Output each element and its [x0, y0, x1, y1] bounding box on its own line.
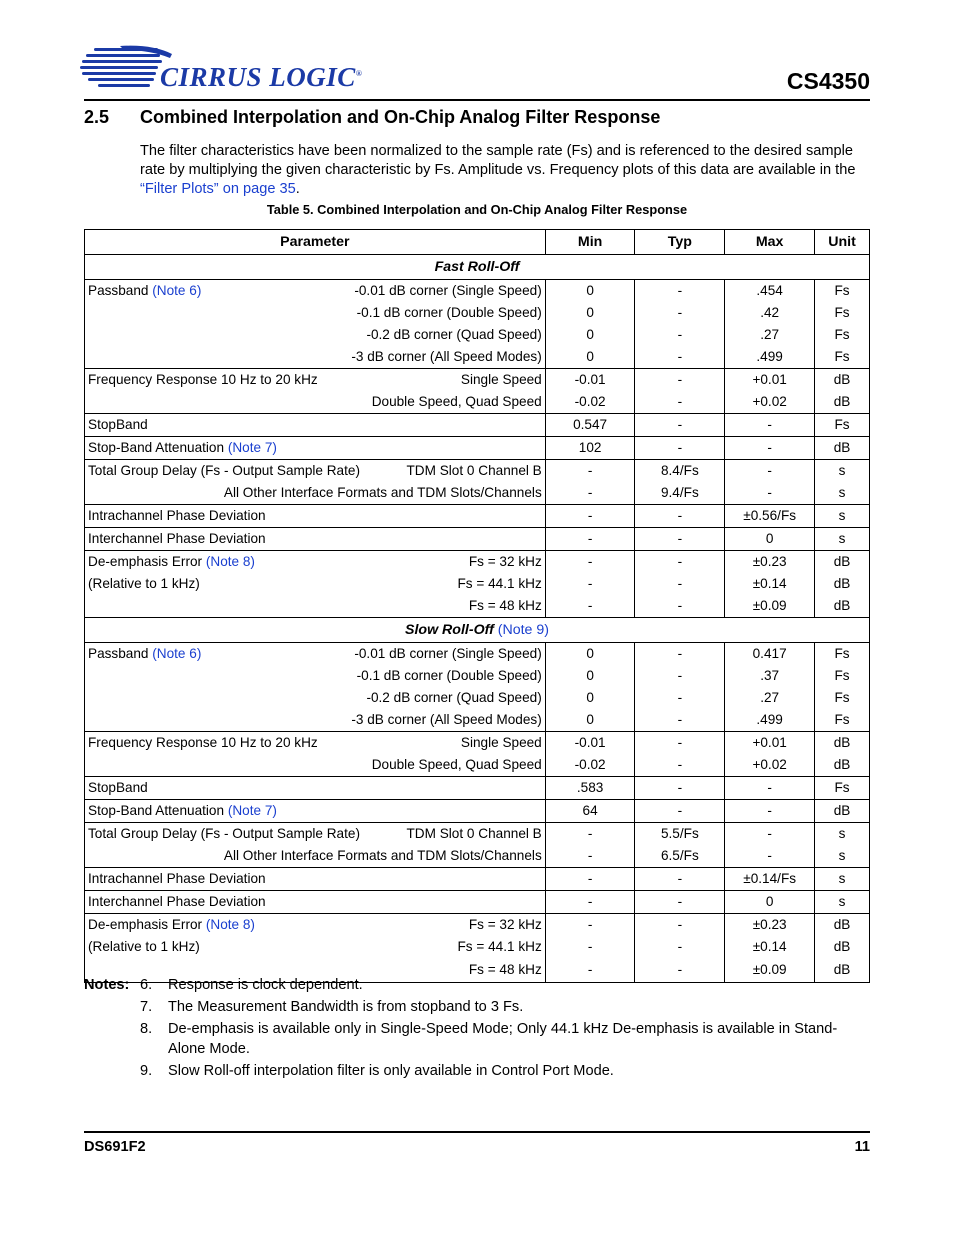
parameter-condition: TDM Slot 0 Channel B	[406, 826, 542, 841]
max-cell: -	[725, 437, 815, 460]
table-row	[85, 732, 870, 755]
min-cell: -0.01	[545, 369, 635, 392]
max-cell: ±0.09	[725, 958, 815, 983]
intro-paragraph	[140, 142, 870, 199]
typ-cell: -	[635, 891, 725, 914]
typ-cell: -	[635, 665, 725, 687]
parameter-label	[88, 369, 318, 391]
typ-cell: 9.4/Fs	[635, 482, 725, 505]
min-cell: -	[545, 936, 635, 958]
section-number: 2.5	[84, 107, 110, 127]
parameter-cell	[85, 391, 546, 414]
typ-cell: -	[635, 777, 725, 800]
typ-cell: -	[635, 573, 725, 595]
parameter-label	[88, 460, 360, 482]
max-cell: +0.02	[725, 754, 815, 777]
max-cell: 0.417	[725, 643, 815, 666]
section-header-row	[85, 618, 870, 643]
parameter-name: Frequency Response 10 Hz to 20 kHz	[88, 735, 318, 750]
note-link[interactable]: (Note 8)	[205, 554, 255, 569]
max-cell: 0	[725, 528, 815, 551]
min-cell: 64	[545, 800, 635, 823]
table-row	[85, 777, 870, 800]
parameter-cell	[85, 665, 546, 687]
parameter-label	[88, 732, 318, 754]
table-row	[85, 437, 870, 460]
parameter-label	[88, 437, 277, 459]
typ-cell: -	[635, 280, 725, 303]
max-cell: -	[725, 414, 815, 437]
parameter-name: De-emphasis Error	[88, 917, 206, 932]
max-cell: .37	[725, 665, 815, 687]
table-body	[85, 255, 870, 983]
typ-cell: 5.5/Fs	[635, 823, 725, 846]
parameter-condition: -0.2 dB corner (Quad Speed)	[366, 690, 542, 705]
header-typ: Typ	[635, 230, 725, 255]
table-row	[85, 823, 870, 846]
note-text: Response is clock dependent.	[168, 977, 363, 993]
section-header	[85, 618, 870, 643]
parameter-label	[88, 800, 277, 822]
max-cell: ±0.14	[725, 936, 815, 958]
parameter-label	[88, 643, 201, 665]
note-link[interactable]: (Note 7)	[227, 803, 277, 818]
unit-cell: s	[815, 823, 870, 846]
unit-cell: dB	[815, 595, 870, 618]
parameter-name: (Relative to 1 kHz)	[88, 939, 200, 954]
table-row	[85, 505, 870, 528]
parameter-condition: -3 dB corner (All Speed Modes)	[351, 712, 542, 727]
parameter-cell	[85, 482, 546, 505]
parameter-cell	[85, 732, 546, 755]
unit-cell: dB	[815, 754, 870, 777]
max-cell: ±0.23	[725, 914, 815, 937]
unit-cell: Fs	[815, 346, 870, 369]
parameter-condition: -0.1 dB corner (Double Speed)	[356, 668, 542, 683]
header-max: Max	[725, 230, 815, 255]
typ-cell: -	[635, 437, 725, 460]
filter-plots-link[interactable]: “Filter Plots” on page 35	[140, 181, 296, 197]
table-row	[85, 914, 870, 937]
max-cell: -	[725, 460, 815, 483]
parameter-condition: Fs = 44.1 kHz	[457, 576, 542, 591]
section-header-row	[85, 255, 870, 280]
parameter-condition: -0.01 dB corner (Single Speed)	[354, 283, 542, 298]
max-cell: +0.01	[725, 732, 815, 755]
min-cell: -	[545, 845, 635, 868]
parameter-cell	[85, 845, 546, 868]
parameter-name: Intrachannel Phase Deviation	[88, 508, 266, 523]
parameter-cell	[85, 460, 546, 483]
max-cell: -	[725, 823, 815, 846]
min-cell: -	[545, 914, 635, 937]
typ-cell: -	[635, 914, 725, 937]
note-number: 7.	[140, 999, 153, 1015]
typ-cell: -	[635, 528, 725, 551]
table-row	[85, 936, 870, 958]
unit-cell: dB	[815, 437, 870, 460]
max-cell: ±0.14	[725, 573, 815, 595]
unit-cell: s	[815, 528, 870, 551]
table-row	[85, 754, 870, 777]
parameter-condition: All Other Interface Formats and TDM Slots/Channels	[223, 485, 542, 500]
parameter-cell	[85, 505, 546, 528]
parameter-condition: -0.01 dB corner (Single Speed)	[354, 646, 542, 661]
parameter-label	[88, 280, 201, 302]
parameter-condition: Double Speed, Quad Speed	[371, 757, 542, 772]
unit-cell: Fs	[815, 280, 870, 303]
parameter-condition: Single Speed	[460, 735, 542, 750]
page-number: 11	[854, 1139, 870, 1155]
parameter-label	[88, 914, 255, 936]
max-cell: .27	[725, 687, 815, 709]
intro-end: .	[295, 181, 300, 197]
parameter-cell	[85, 823, 546, 846]
min-cell: 0.547	[545, 414, 635, 437]
parameter-cell	[85, 414, 546, 437]
unit-cell: dB	[815, 958, 870, 983]
unit-cell: dB	[815, 732, 870, 755]
parameter-label	[88, 505, 266, 527]
table-row	[85, 324, 870, 346]
section-header-title: Fast Roll-Off	[434, 259, 520, 275]
note-text: The Measurement Bandwidth is from stopband to 3 Fs.	[168, 999, 524, 1015]
header-divider	[84, 99, 870, 101]
max-cell: ±0.23	[725, 551, 815, 574]
parameter-cell	[85, 302, 546, 324]
table-header-row	[85, 230, 870, 255]
note-link[interactable]: (Note 6)	[152, 283, 202, 298]
table-row	[85, 369, 870, 392]
parameter-condition: Fs = 48 kHz	[468, 598, 542, 613]
unit-cell: dB	[815, 914, 870, 937]
table-row	[85, 551, 870, 574]
parameter-cell	[85, 914, 546, 937]
min-cell: -	[545, 891, 635, 914]
section-title: Combined Interpolation and On-Chip Analog Filter Response	[140, 107, 661, 127]
unit-cell: Fs	[815, 643, 870, 666]
table-row	[85, 891, 870, 914]
section-header-note-link[interactable]: (Note 9)	[497, 622, 549, 638]
min-cell: 102	[545, 437, 635, 460]
note-item	[84, 1061, 870, 1081]
parameter-name: Interchannel Phase Deviation	[88, 894, 266, 909]
parameter-name: Stop-Band Attenuation	[88, 440, 228, 455]
unit-cell: s	[815, 460, 870, 483]
min-cell: -	[545, 823, 635, 846]
parameter-condition: TDM Slot 0 Channel B	[406, 463, 542, 478]
max-cell: .499	[725, 346, 815, 369]
typ-cell: -	[635, 595, 725, 618]
parameter-condition: Fs = 48 kHz	[468, 962, 542, 977]
parameter-name: StopBand	[88, 780, 148, 795]
parameter-label	[88, 868, 266, 890]
table-row	[85, 709, 870, 732]
typ-cell: -	[635, 391, 725, 414]
typ-cell: -	[635, 800, 725, 823]
typ-cell: -	[635, 414, 725, 437]
typ-cell: -	[635, 369, 725, 392]
parameter-name: (Relative to 1 kHz)	[88, 576, 200, 591]
min-cell: 0	[545, 346, 635, 369]
max-cell: +0.01	[725, 369, 815, 392]
min-cell: 0	[545, 280, 635, 303]
section-header	[85, 255, 870, 280]
notes-label: Notes:	[84, 977, 130, 993]
table-row	[85, 868, 870, 891]
unit-cell: Fs	[815, 777, 870, 800]
max-cell: .27	[725, 324, 815, 346]
table-row	[85, 573, 870, 595]
typ-cell: 8.4/Fs	[635, 460, 725, 483]
max-cell: .42	[725, 302, 815, 324]
note-link[interactable]: (Note 7)	[227, 440, 277, 455]
min-cell: 0	[545, 643, 635, 666]
typ-cell: -	[635, 302, 725, 324]
parameter-cell	[85, 687, 546, 709]
parameter-condition: Fs = 32 kHz	[468, 917, 542, 932]
note-number: 9.	[140, 1063, 153, 1079]
parameter-cell	[85, 643, 546, 666]
max-cell: -	[725, 800, 815, 823]
typ-cell: -	[635, 936, 725, 958]
min-cell: -	[545, 868, 635, 891]
parameter-cell	[85, 369, 546, 392]
parameter-name: Frequency Response 10 Hz to 20 kHz	[88, 372, 318, 387]
unit-cell: Fs	[815, 324, 870, 346]
parameter-name: De-emphasis Error	[88, 554, 206, 569]
min-cell: -	[545, 958, 635, 983]
parameter-condition: All Other Interface Formats and TDM Slots/Channels	[223, 848, 542, 863]
footer-divider	[84, 1131, 870, 1133]
parameter-cell	[85, 709, 546, 732]
parameter-label	[88, 891, 266, 913]
max-cell: .499	[725, 709, 815, 732]
typ-cell: -	[635, 687, 725, 709]
parameter-name: StopBand	[88, 417, 148, 432]
note-link[interactable]: (Note 6)	[152, 646, 202, 661]
parameter-cell	[85, 573, 546, 595]
typ-cell: -	[635, 324, 725, 346]
parameter-label	[88, 777, 148, 799]
note-text: Slow Roll-off interpolation filter is only available in Control Port Mode.	[168, 1063, 614, 1079]
note-item	[84, 997, 870, 1017]
min-cell: -	[545, 551, 635, 574]
parameter-cell	[85, 868, 546, 891]
table-row	[85, 460, 870, 483]
typ-cell: -	[635, 958, 725, 983]
parameter-cell	[85, 346, 546, 369]
parameter-cell	[85, 324, 546, 346]
unit-cell: dB	[815, 800, 870, 823]
parameter-name: Passband	[88, 646, 153, 661]
unit-cell: dB	[815, 936, 870, 958]
parameter-condition: Fs = 44.1 kHz	[457, 939, 542, 954]
min-cell: -	[545, 573, 635, 595]
max-cell: -	[725, 777, 815, 800]
max-cell: 0	[725, 891, 815, 914]
max-cell: ±0.14/Fs	[725, 868, 815, 891]
parameter-name: Total Group Delay (Fs - Output Sample Rate)	[88, 826, 360, 841]
typ-cell: -	[635, 551, 725, 574]
logo-wordmark: CIRRUS LOGIC®	[160, 62, 363, 92]
typ-cell: -	[635, 732, 725, 755]
unit-cell: dB	[815, 551, 870, 574]
max-cell: ±0.09	[725, 595, 815, 618]
min-cell: -	[545, 460, 635, 483]
parameter-condition: Double Speed, Quad Speed	[371, 394, 542, 409]
unit-cell: Fs	[815, 665, 870, 687]
typ-cell: -	[635, 754, 725, 777]
document-id: DS691F2	[84, 1139, 146, 1155]
unit-cell: dB	[815, 573, 870, 595]
min-cell: 0	[545, 709, 635, 732]
parameter-cell	[85, 936, 546, 958]
parameter-cell	[85, 800, 546, 823]
parameter-label	[88, 823, 360, 845]
header-unit: Unit	[815, 230, 870, 255]
unit-cell: Fs	[815, 687, 870, 709]
parameter-name: Total Group Delay (Fs - Output Sample Rate)	[88, 463, 360, 478]
notes	[84, 975, 870, 1083]
min-cell: -	[545, 528, 635, 551]
max-cell: -	[725, 845, 815, 868]
header-min: Min	[545, 230, 635, 255]
typ-cell: 6.5/Fs	[635, 845, 725, 868]
min-cell: 0	[545, 324, 635, 346]
header-parameter: Parameter	[85, 230, 546, 255]
typ-cell: -	[635, 505, 725, 528]
table-row	[85, 414, 870, 437]
unit-cell: s	[815, 482, 870, 505]
parameter-name: Intrachannel Phase Deviation	[88, 871, 266, 886]
unit-cell: dB	[815, 369, 870, 392]
note-item	[84, 975, 870, 995]
parameter-condition: -3 dB corner (All Speed Modes)	[351, 349, 542, 364]
parameter-label	[88, 573, 200, 595]
filter-response-table	[84, 229, 870, 983]
note-text: De-emphasis is available only in Single-Speed Mode; Only 44.1 kHz De-emphasis is available in Stand-Alone Mode.	[168, 1021, 838, 1057]
parameter-label	[88, 936, 200, 958]
parameter-condition: -0.2 dB corner (Quad Speed)	[366, 327, 542, 342]
table-row	[85, 665, 870, 687]
parameter-cell	[85, 595, 546, 618]
typ-cell: -	[635, 643, 725, 666]
min-cell: .583	[545, 777, 635, 800]
min-cell: -0.01	[545, 732, 635, 755]
parameter-label	[88, 414, 148, 436]
table-row	[85, 800, 870, 823]
parameter-cell	[85, 754, 546, 777]
note-item	[84, 1019, 870, 1059]
parameter-condition: Single Speed	[460, 372, 542, 387]
parameter-name: Stop-Band Attenuation	[88, 803, 228, 818]
parameter-label	[88, 528, 266, 550]
table-row	[85, 280, 870, 303]
parameter-cell	[85, 551, 546, 574]
table-row	[85, 346, 870, 369]
unit-cell: s	[815, 505, 870, 528]
max-cell: .454	[725, 280, 815, 303]
min-cell: 0	[545, 687, 635, 709]
min-cell: 0	[545, 665, 635, 687]
unit-cell: s	[815, 891, 870, 914]
unit-cell: s	[815, 845, 870, 868]
min-cell: -0.02	[545, 391, 635, 414]
parameter-name: Interchannel Phase Deviation	[88, 531, 266, 546]
parameter-cell	[85, 280, 546, 303]
table-row	[85, 482, 870, 505]
table-row	[85, 528, 870, 551]
table-row	[85, 643, 870, 666]
min-cell: -	[545, 505, 635, 528]
parameter-condition: Fs = 32 kHz	[468, 554, 542, 569]
max-cell: +0.02	[725, 391, 815, 414]
part-number: CS4350	[786, 68, 870, 94]
min-cell: -	[545, 482, 635, 505]
parameter-cell	[85, 891, 546, 914]
typ-cell: -	[635, 868, 725, 891]
min-cell: 0	[545, 302, 635, 324]
max-cell: -	[725, 482, 815, 505]
section-header-title: Slow Roll-Off	[405, 622, 494, 638]
parameter-name: Passband	[88, 283, 153, 298]
table-row	[85, 391, 870, 414]
max-cell: ±0.56/Fs	[725, 505, 815, 528]
parameter-cell	[85, 528, 546, 551]
parameter-condition: -0.1 dB corner (Double Speed)	[356, 305, 542, 320]
unit-cell: s	[815, 868, 870, 891]
table-row	[85, 687, 870, 709]
parameter-cell	[85, 437, 546, 460]
unit-cell: Fs	[815, 414, 870, 437]
table-row	[85, 845, 870, 868]
min-cell: -0.02	[545, 754, 635, 777]
parameter-label	[88, 551, 255, 573]
table-row	[85, 302, 870, 324]
table-row	[85, 595, 870, 618]
note-number: 8.	[140, 1021, 153, 1037]
typ-cell: -	[635, 346, 725, 369]
unit-cell: Fs	[815, 709, 870, 732]
intro-text: The filter characteristics have been normalized to the sample rate (Fs) and is referenced to the desired sample rate by multiplying the given characteristic by Fs. Amplitude vs. Frequency plots of this data are available in the	[140, 143, 856, 178]
min-cell: -	[545, 595, 635, 618]
note-link[interactable]: (Note 8)	[205, 917, 255, 932]
unit-cell: dB	[815, 391, 870, 414]
typ-cell: -	[635, 709, 725, 732]
parameter-cell	[85, 777, 546, 800]
unit-cell: Fs	[815, 302, 870, 324]
table-caption: Table 5. Combined Interpolation and On-Chip Analog Filter Response	[266, 202, 688, 217]
note-number: 6.	[140, 977, 153, 993]
